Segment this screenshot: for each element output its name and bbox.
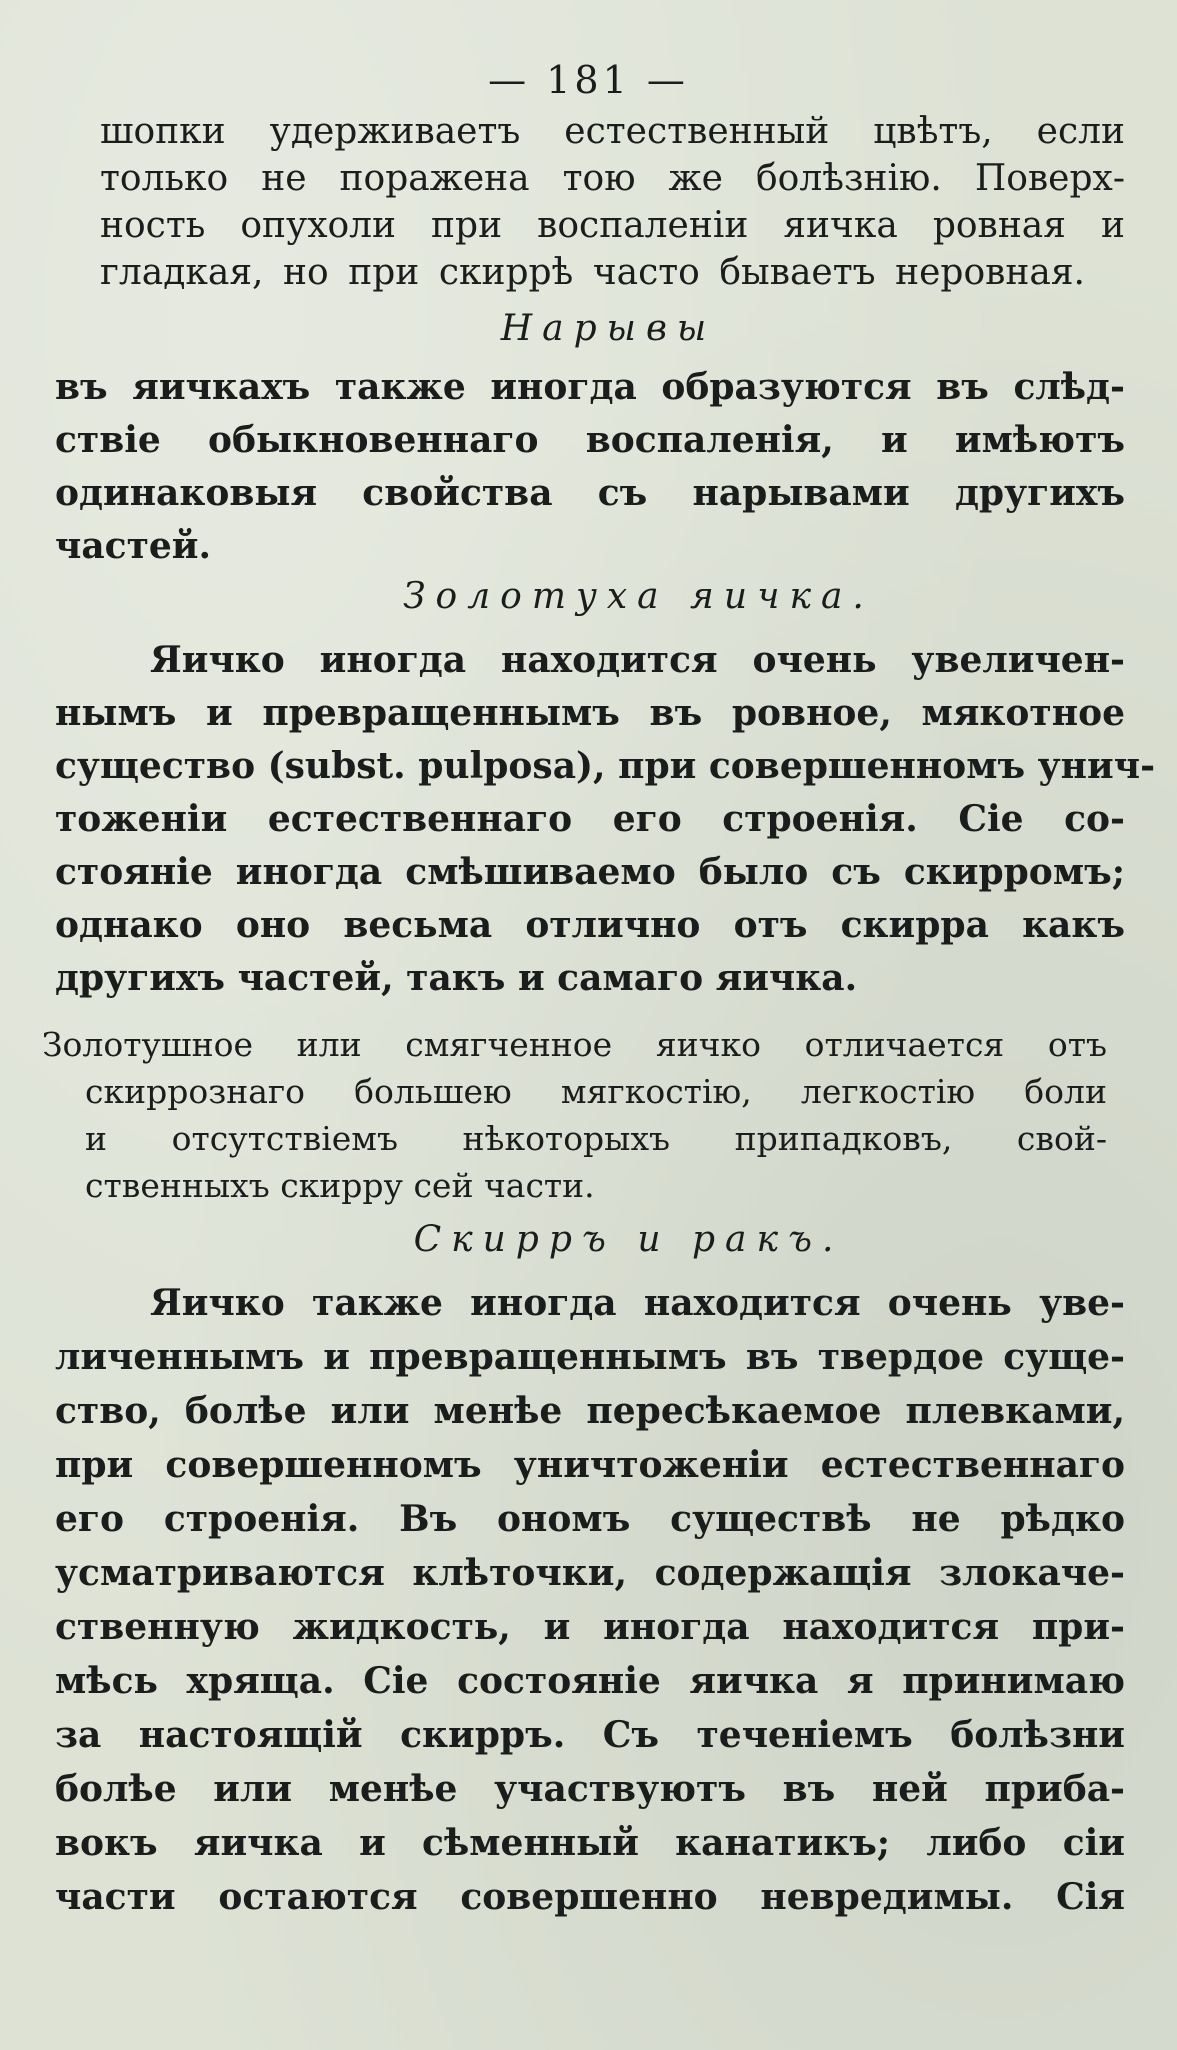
text-line: однако оно весьма отлично отъ скирра какъ <box>55 904 1125 946</box>
text-line: вокъ яичка и сѣменный канатикъ; либо сіи <box>55 1822 1125 1864</box>
text-line: его строенія. Въ ономъ существѣ не рѣдко <box>55 1498 1125 1540</box>
text-line: Яичко также иногда находится очень уве- <box>150 1282 1125 1324</box>
text-line: нымъ и превращеннымъ въ ровное, мякотное <box>55 692 1125 734</box>
text-line: при совершенномъ уничтоженіи естественнаго <box>55 1444 1125 1486</box>
text-line: стояніе иногда смѣшиваемо было съ скирромъ; <box>55 851 1125 893</box>
text-line: въ яичкахъ также иногда образуются въ слѣд- <box>55 366 1125 408</box>
text-line: другихъ частей, такъ и самаго яичка. <box>55 957 858 999</box>
text-line: гладкая, но при скиррѣ часто бываетъ неровная. <box>100 252 1085 293</box>
text-line: за настоящій скирръ. Съ теченіемъ болѣзни <box>55 1714 1125 1756</box>
text-line: ственную жидкость, и иногда находится при- <box>55 1606 1125 1648</box>
text-line: ственныхъ скирру сей части. <box>85 1166 595 1205</box>
section-heading: Нарывы <box>500 308 717 349</box>
text-line: шопки удерживаетъ естественный цвѣтъ, если <box>100 111 1125 152</box>
text-line: личеннымъ и превращеннымъ въ твердое суще- <box>55 1336 1125 1378</box>
text-line: ство, болѣе или менѣе пересѣкаемое плевками, <box>55 1390 1125 1432</box>
text-line: тоженіи естественнаго его строенія. Сіе со- <box>55 798 1125 840</box>
text-line: болѣе или менѣе участвуютъ въ ней прибa- <box>55 1768 1125 1810</box>
text-line: частей. <box>55 525 212 567</box>
text-line: ствіе обыкновеннаго воспаленія, и имѣютъ <box>55 419 1125 461</box>
page-number: — 181 — <box>488 58 689 102</box>
section-heading: Золотуха яичка. <box>403 576 874 617</box>
text-line: части остаются совершенно невредимы. Сія <box>55 1876 1125 1918</box>
text-line: одинаковыя свойства съ нарывами другихъ <box>55 472 1125 514</box>
text-line: ность опухоли при воспаленіи яичка ровная и <box>100 205 1125 246</box>
text-line: существо (subst. pulposa), при совершенномъ унич- <box>55 745 1156 787</box>
text-line: и отсутствіемъ нѣкоторыхъ припадковъ, свой- <box>85 1119 1107 1158</box>
text-line: Золотушное или смягченное яичко отличается отъ <box>42 1025 1107 1064</box>
text-line: мѣсь хряща. Сіе состояніе яичка я принимаю <box>55 1660 1125 1702</box>
text-line: усматриваются клѣточки, содержащія злокаче- <box>55 1552 1125 1594</box>
text-line: скиррознаго большею мягкостію, легкостію боли <box>85 1072 1107 1111</box>
text-line: Яичко иногда находится очень увеличен- <box>150 639 1125 681</box>
section-heading: Скирръ и ракъ. <box>413 1219 844 1260</box>
text-line: только не поражена тою же болѣзнію. Поверх- <box>100 158 1125 199</box>
